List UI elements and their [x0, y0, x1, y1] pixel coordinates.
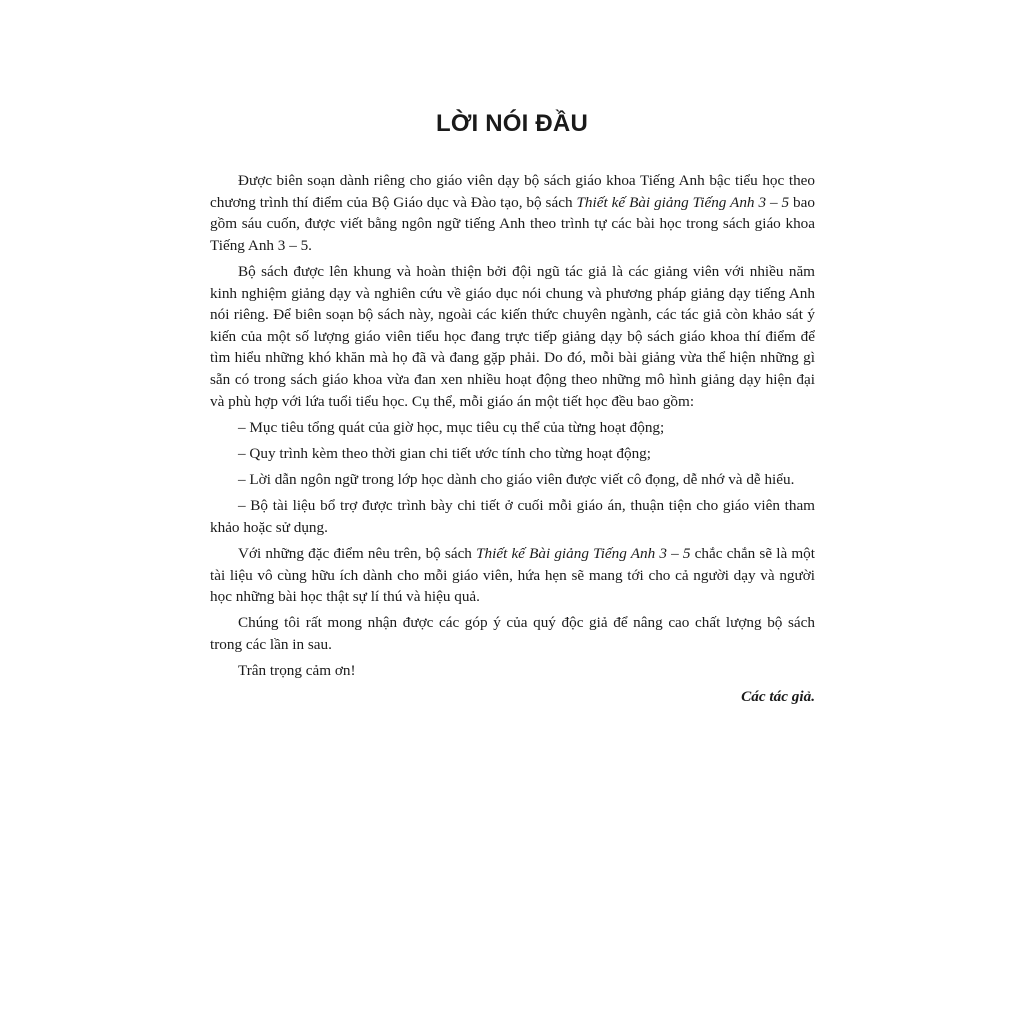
document-body	[210, 170, 815, 708]
book-title-reference: Thiết kế Bài giảng Tiếng Anh 3 – 5	[576, 193, 790, 211]
paragraph-description: Bộ sách được lên khung và hoàn thiện bởi đội ngũ tác giả là các giảng viên với nhiều năm kinh nghiệm giảng dạy và nghiên cứu về giáo dục nói chung và phương pháp giảng dạy tiếng Anh nói riêng. Để biên soạn bộ sách này, ngoài các kiến thức chuyên ngành, các tác giả còn khảo sát ý kiến của một số lượng giáo viên tiểu học đang trực tiếp giảng dạy bộ sách giáo khoa thí điểm để tìm hiểu những khó khăn mà họ đã và đang gặp phải. Do đó, mỗi bài giảng vừa thể hiện những gì sẵn có trong sách giáo khoa vừa đan xen nhiều hoạt động theo những mô hình giảng dạy hiện đại và phù hợp với lứa tuổi tiểu học. Cụ thể, mỗi giáo án một tiết học đều bao gồm:	[210, 262, 815, 410]
list-item-classroom-language: – Lời dẫn ngôn ngữ trong lớp học dành cho giáo viên được viết cô đọng, dễ nhớ và dễ hiểu.	[238, 471, 795, 489]
paragraph-conclusion-text-a: Với những đặc điểm nêu trên, bộ sách	[238, 545, 477, 563]
signature: Các tác giả.	[741, 688, 815, 706]
book-title-reference-2: Thiết kế Bài giảng Tiếng Anh 3 – 5	[476, 545, 691, 563]
list-item-procedure: – Quy trình kèm theo thời gian chi tiết ước tính cho từng hoạt động;	[238, 444, 651, 462]
paragraph-intro	[210, 170, 815, 256]
paragraph-intro-text-b: bao gồm sáu cuốn, được viết bằng ngôn ngữ tiếng Anh theo trình tự các bài học trong sách giáo khoa Tiếng Anh 3 – 5.	[210, 193, 815, 254]
paragraph-conclusion	[210, 543, 815, 608]
paragraph-feedback-request: Chúng tôi rất mong nhận được các góp ý của quý độc giả để nâng cao chất lượng bộ sách trong các lần in sau.	[210, 614, 815, 654]
page-title: LỜI NÓI ĐẦU	[435, 110, 588, 137]
list-item-supplementary-materials: – Bộ tài liệu bổ trợ được trình bày chi tiết ở cuối mỗi giáo án, thuận tiện cho giáo viên tham khảo hoặc sử dụng.	[210, 497, 815, 536]
list-item-objectives: – Mục tiêu tổng quát của giờ học, mục tiêu cụ thể của từng hoạt động;	[238, 418, 665, 436]
paragraph-conclusion-text-b: chắc chắn sẽ là một tài liệu vô cùng hữu ích dành cho mỗi giáo viên, hứa hẹn sẽ mang tới cho cả người dạy và người học những bài học thật sự lí thú và hiệu quả.	[210, 545, 815, 606]
paragraph-intro-text-a: Được biên soạn dành riêng cho giáo viên dạy bộ sách giáo khoa Tiếng Anh bậc tiểu học theo chương trình thí điểm của Bộ Giáo dục và Đào tạo, bộ sách	[210, 172, 815, 211]
paragraph-thanks: Trân trọng cảm ơn!	[238, 662, 356, 680]
